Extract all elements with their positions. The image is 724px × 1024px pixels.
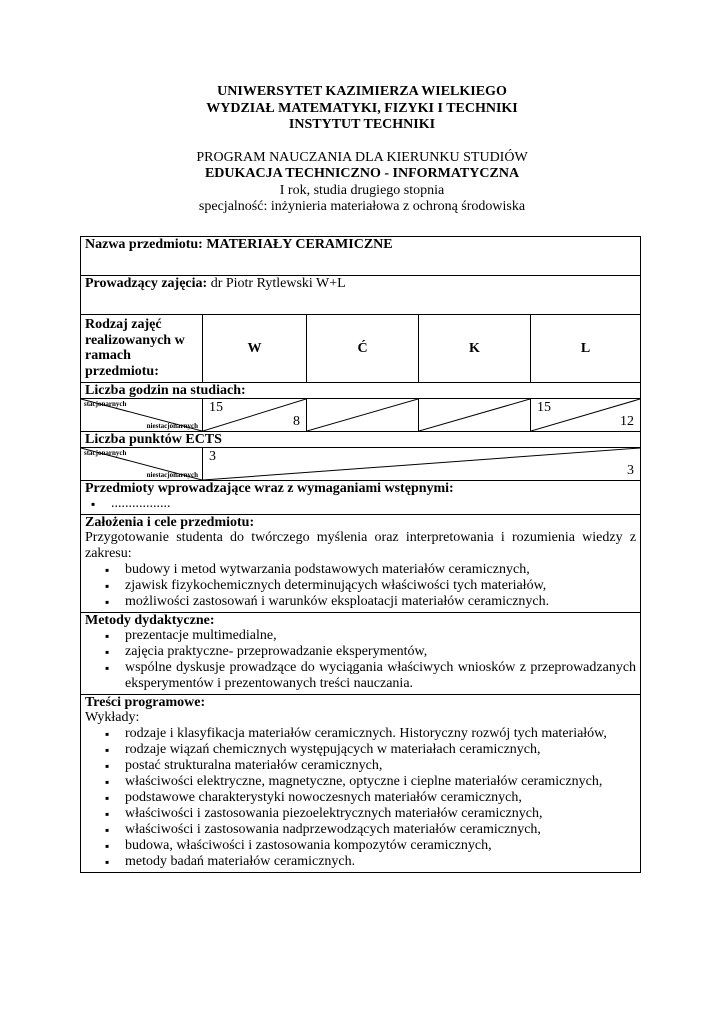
class-type-k: K <box>419 315 531 383</box>
hours-mode-cell <box>81 399 203 432</box>
hours-row <box>81 399 641 432</box>
content-item: ▪ właściwości i zastosowania piezoelektrycznych materiałów ceramicznych, <box>125 806 636 822</box>
ects-niestac: 3 <box>627 463 635 478</box>
prerequisites-title: Przedmioty wprowadzające wraz z wymaganiami wstępnymi: <box>85 481 454 496</box>
class-types-label: Rodzaj zajęć realizowanych w ramach przedmiotu: <box>81 315 203 383</box>
goal-item: ▪ zjawisk fizykochemicznych determinujących właściwości tych materiałów, <box>125 578 636 594</box>
lecturer-row <box>81 276 641 315</box>
study-year: I rok, studia drugiego stopnia <box>279 182 445 198</box>
class-type-c: Ć <box>307 315 419 383</box>
hours-l-cell <box>531 399 641 432</box>
goal-item: ▪ możliwości zastosowań i warunków eksploatacji materiałów ceramicznych. <box>125 594 636 610</box>
content-row <box>81 695 641 873</box>
hours-title: Liczba godzin na studiach: <box>81 383 641 399</box>
class-types-row <box>81 315 641 383</box>
faculty-name: WYDZIAŁ MATEMATYKI, FIZYKI I TECHNIKI <box>206 100 518 116</box>
lecturer-label: Prowadzący zajęcia: <box>85 276 208 291</box>
methods-row <box>81 613 641 695</box>
prerequisite-item: ▪ ................. <box>111 496 636 512</box>
program-title: PROGRAM NAUCZANIA DLA KIERUNKU STUDIÓW <box>196 149 528 165</box>
content-item: ▪ właściwości i zastosowania nadprzewodzących materiałów ceramicznych, <box>125 822 636 838</box>
ects-value-cell <box>203 448 641 481</box>
content-item: ▪ rodzaje wiązań chemicznych występujących w materiałach ceramicznych, <box>125 742 636 758</box>
method-item: ▪ wspólne dyskusje prowadzące do wyciągania właściwych wniosków z przeprowadzanych eksperymentów i prezentowanych treści nauczania. <box>125 660 636 692</box>
ects-mode-cell <box>81 448 203 481</box>
lecturer-value: dr Piotr Rytlewski W+L <box>210 276 346 291</box>
ects-row <box>81 448 641 481</box>
institute-name: INSTYTUT TECHNIKI <box>288 117 436 132</box>
ects-stac: 3 <box>209 449 216 464</box>
goal-item: ▪ budowy i metod wytwarzania podstawowych materiałów ceramicznych, <box>125 562 636 578</box>
methods-title: Metody dydaktyczne: <box>85 613 215 628</box>
hours-w-cell <box>203 399 307 432</box>
content-item: ▪ postać strukturalna materiałów ceramicznych, <box>125 758 636 774</box>
hours-l-stac: 15 <box>537 400 551 415</box>
hours-c-cell <box>307 399 419 432</box>
specialty: specjalność: inżynieria materiałowa z ochroną środowiska <box>198 199 526 214</box>
subject-label: Nazwa przedmiotu: <box>85 237 203 252</box>
subject-value: MATERIAŁY CERAMICZNE <box>206 237 393 252</box>
hours-w-stac: 15 <box>209 400 223 415</box>
ects-title-row <box>81 432 641 448</box>
class-type-w: W <box>203 315 307 383</box>
goals-row <box>81 515 641 613</box>
hours-stac-label: stacjonarnych <box>84 400 127 408</box>
hours-niestac-label: niestacjonarnych <box>146 422 198 430</box>
ects-niestac-label: niestacjonarnych <box>146 471 198 479</box>
hours-title-row <box>81 383 641 399</box>
hours-k-cell <box>419 399 531 432</box>
content-title: Treści programowe: <box>85 695 206 710</box>
content-item: ▪ budowa, właściwości i zastosowania kompozytów ceramicznych, <box>125 838 636 854</box>
content-item: ▪ podstawowe charakterystyki nowoczesnych materiałów ceramicznych, <box>125 790 636 806</box>
field-of-study: EDUKACJA TECHNICZNO - INFORMATYCZNA <box>204 166 520 181</box>
subject-row <box>81 237 641 276</box>
document-header <box>0 84 724 216</box>
goals-intro: Przygotowanie studenta do twórczego myślenia oraz interpretowania i rozumienia wiedzy z zakresu: <box>85 530 637 561</box>
hours-l-niestac: 12 <box>620 414 635 429</box>
content-item: ▪ metody badań materiałów ceramicznych. <box>125 854 636 870</box>
class-type-l: L <box>531 315 641 383</box>
hours-w-niestac: 8 <box>293 414 300 429</box>
content-item: ▪ rodzaje i klasyfikacja materiałów ceramicznych. Historyczny rozwój tych materiałów, <box>125 726 636 742</box>
ects-title: Liczba punktów ECTS <box>81 432 641 448</box>
syllabus-table <box>80 236 641 873</box>
prerequisites-row <box>81 481 641 515</box>
content-item: ▪ właściwości elektryczne, magnetyczne, optyczne i cieplne materiałów ceramicznych, <box>125 774 636 790</box>
content-subtitle: Wykłady: <box>85 710 140 725</box>
ects-stac-label: stacjonarnych <box>84 449 127 457</box>
university-name: UNIWERSYTET KAZIMIERZA WIELKIEGO <box>217 84 507 99</box>
goals-title: Założenia i cele przedmiotu: <box>85 515 255 530</box>
method-item: ▪ prezentacje multimedialne, <box>125 628 636 644</box>
method-item: ▪ zajęcia praktyczne- przeprowadzanie eksperymentów, <box>125 644 636 660</box>
